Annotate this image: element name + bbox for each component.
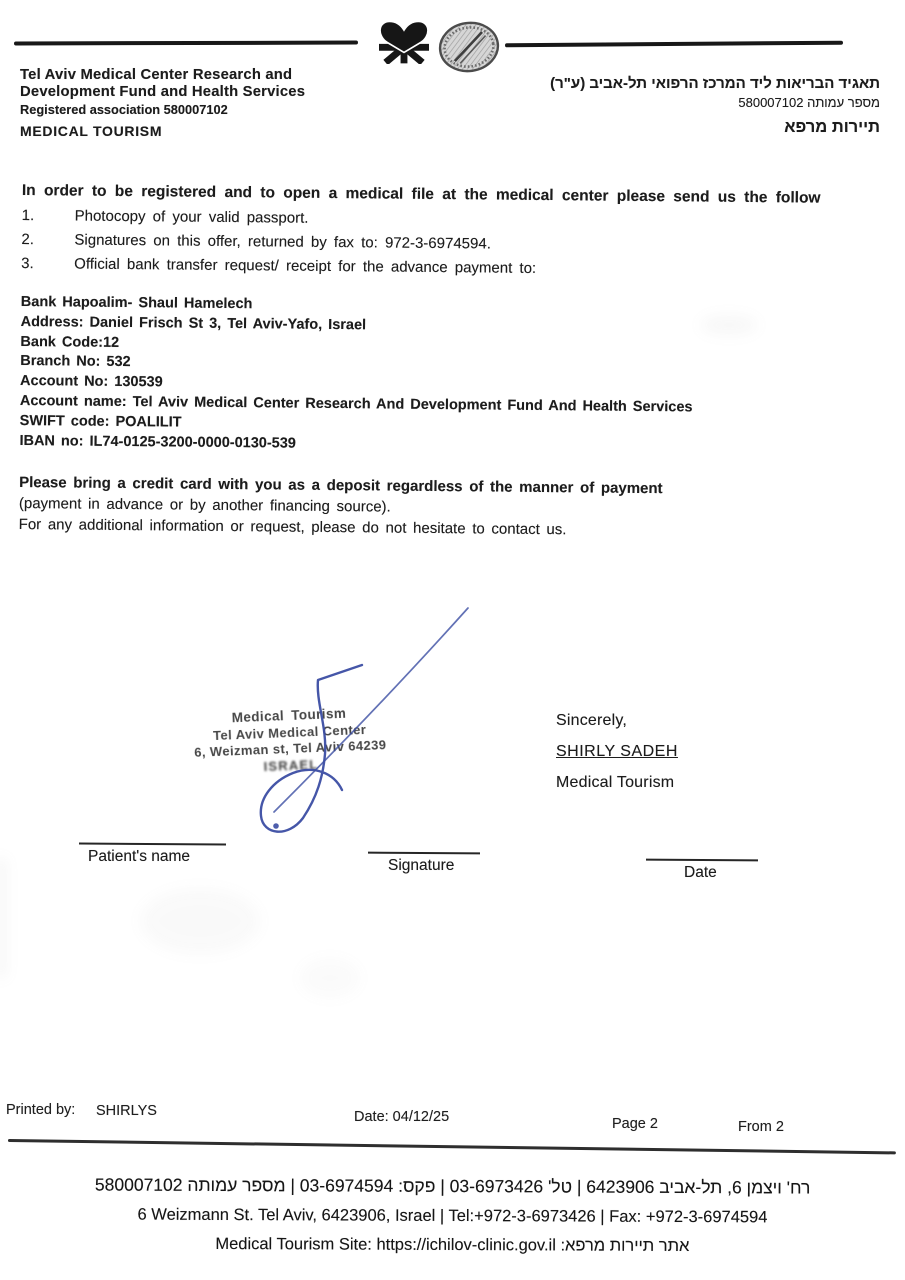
org-name-en-line1: Tel Aviv Medical Center Research and [20, 67, 293, 83]
stamp-line: Medical Tourism [231, 705, 347, 726]
printed-by-label: Printed by: [6, 1102, 76, 1118]
scan-artifact [140, 888, 260, 954]
signer-name: SHIRLY SADEH [556, 743, 678, 760]
scan-artifact [0, 858, 5, 978]
org-name-he-line1: תאגיד הבריאות ליד המרכז הרפואי תל-אביב (ע"ר) [550, 75, 880, 92]
item-text: Official bank transfer request/ receipt for the advance payment to: [74, 255, 537, 277]
intro-paragraph: In order to be registered and to open a medical file at the medical center please send us the follow [21, 181, 821, 207]
header-rule-left [14, 41, 358, 46]
instruction-list [21, 204, 898, 284]
item-text: Signatures on this offer, returned by fax to: 972-3-6974594. [74, 231, 491, 253]
print-date: Date: 04/12/25 [354, 1109, 450, 1125]
deposit-bold-line: Please bring a credit card with you as a deposit regardless of the manner of payment [19, 474, 663, 498]
org-name-he-block [550, 74, 880, 137]
bank-detail-line: Branch No: 532 [20, 353, 131, 371]
stamp-line: Tel Aviv Medical Center [212, 721, 367, 743]
stamp-line: 6, Weizman st, Tel Aviv 64239 [193, 737, 387, 761]
field-line [368, 852, 480, 855]
page-number: Page 2 [612, 1116, 658, 1132]
closing-block [556, 710, 678, 803]
bank-detail-line: Bank Code:12 [20, 333, 120, 351]
dept-medical-tourism-en: MEDICAL TOURISM [20, 122, 163, 139]
sincerely-text: Sincerely, [556, 712, 628, 729]
patient-name-field [79, 843, 226, 866]
item-number: 2. [21, 230, 35, 249]
bank-detail-line: Account name: Tel Aviv Medical Center Research And Development Fund And Health Services [19, 392, 693, 416]
deposit-note-line: (payment in advance or by another financing source). [18, 495, 391, 516]
bank-detail-line: SWIFT code: POALILIT [19, 412, 182, 431]
footer-rule [8, 1139, 896, 1154]
medical-center-star-heart-logo-icon [379, 20, 429, 64]
bank-detail-line: Bank Hapoalim- Shaul Hamelech [20, 293, 253, 313]
signature-stroke [228, 592, 490, 848]
field-label: Patient's name [88, 848, 191, 865]
contact-line: For any additional information or request, please do not hesitate to contact us. [18, 515, 567, 539]
field-line [79, 842, 226, 845]
letter-body [19, 181, 898, 544]
item-number: 1. [21, 206, 35, 225]
item-number: 3. [21, 254, 34, 273]
header-rule-right [505, 41, 843, 48]
signature-field [368, 852, 480, 875]
org-name-en-line2: Development Fund and Health Services [20, 84, 306, 101]
registered-association: Registered association 580007102 [20, 101, 228, 117]
stamp-line: ISRAEL [263, 756, 319, 774]
page-total: From 2 [738, 1119, 784, 1135]
bank-detail-line: IBAN no: IL74-0125-3200-0000-0130-539 [19, 432, 296, 452]
signer-title: Medical Tourism [556, 774, 675, 791]
field-label: Signature [388, 857, 455, 874]
field-line [646, 859, 758, 862]
bank-detail-line: Address: Daniel Frisch St 3, Tel Aviv-Yafo, Israel [20, 313, 367, 334]
field-label: Date [684, 864, 717, 881]
footer-address-he: רח' ויצמן 6, תל-אביב 6423906 | טל' 03-6973426 | פקס: 03-6974594 | מספר עמותה 580007102 [94, 1174, 811, 1198]
round-seal-icon [438, 21, 500, 73]
printed-by-value: SHIRLYS [96, 1103, 157, 1119]
footer-address-en: 6 Weizmann St. Tel Aviv, 6423906, Israel | Tel:+972-3-6973426 | Fax: +972-3-6974594 [137, 1205, 768, 1226]
association-number-he: מספר עמותה 580007102 [738, 95, 880, 110]
scan-artifact [700, 315, 758, 335]
footer-site-link: אתר תיירות מרפא: Medical Tourism Site: https://ichilov-clinic.gov.il [215, 1234, 690, 1256]
dept-medical-tourism-he: תיירות מרפא [784, 118, 880, 136]
deposit-notice [19, 473, 896, 544]
scan-artifact [300, 958, 360, 998]
date-field [646, 859, 758, 882]
footer-block [0, 1170, 905, 1262]
org-name-en-block [20, 67, 305, 140]
item-text: Photocopy of your valid passport. [74, 207, 309, 227]
bank-detail-line: Account No: 130539 [20, 373, 163, 391]
bank-details [19, 293, 896, 460]
